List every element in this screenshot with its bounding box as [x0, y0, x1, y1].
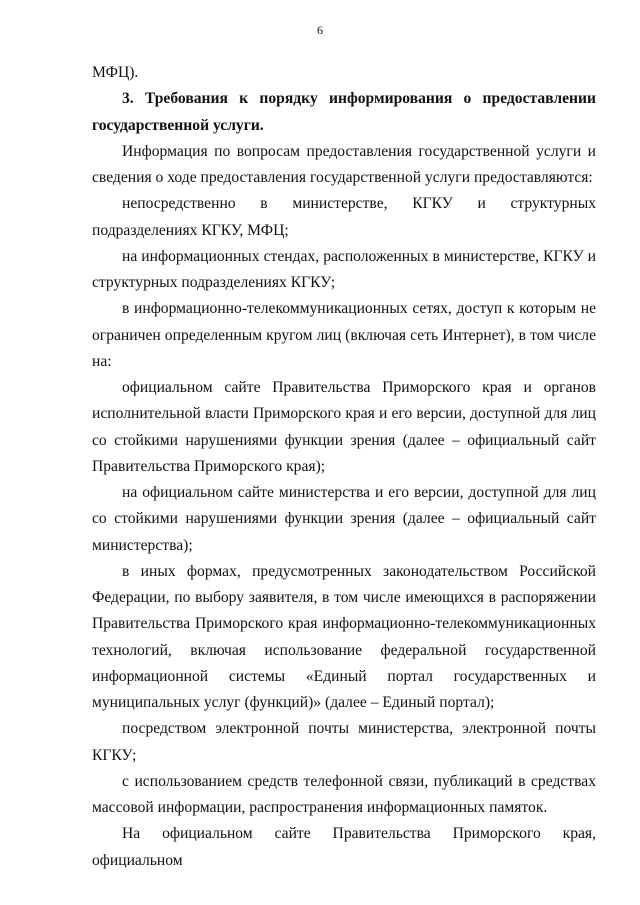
- paragraph: на информационных стендах, расположенных в министерстве, КГКУ и структурных подразделениях КГКУ;: [92, 247, 596, 291]
- page-number: 6: [317, 23, 323, 37]
- paragraph-continuation: МФЦ).: [92, 64, 139, 81]
- paragraph: на официальном сайте министерства и его версии, доступной для лиц со стойкими нарушениями функции зрения (далее – официальный сайт министерства);: [92, 484, 596, 554]
- paragraph-truncated: На официальном сайте Правительства Приморского края, официальном: [92, 825, 596, 869]
- paragraph: Информация по вопросам предоставления государственной услуги и сведения о ходе предоставления государственной услуги предоставляются:: [92, 142, 596, 186]
- paragraph: в иных формах, предусмотренных законодательством Российской Федерации, по выбору заявителя, в том числе имеющихся в распоряжении Правительства Приморского края информационно-телекоммуникационных технологий, включая использование федеральной государственной информационной системы «Единый портал государственных и муниципальных услуг (функций)» (далее – Единый портал);: [92, 562, 596, 711]
- document-body: [92, 60, 596, 874]
- paragraph: непосредственно в министерстве, КГКУ и структурных подразделениях КГКУ, МФЦ;: [92, 195, 596, 239]
- paragraph: в информационно-телекоммуникационных сетях, доступ к которым не ограничен определенным кругом лиц (включая сеть Интернет), в том числе на:: [92, 300, 596, 370]
- paragraph: с использованием средств телефонной связи, публикаций в средствах массовой информации, распространения информационных памяток.: [92, 772, 596, 816]
- section-heading: 3. Требования к порядку информирования о предоставлении государственной услуги.: [92, 90, 596, 134]
- paragraph: посредством электронной почты министерства, электронной почты КГКУ;: [92, 720, 596, 764]
- paragraph: официальном сайте Правительства Приморского края и органов исполнительной власти Приморского края и его версии, доступной для лиц со стойкими нарушениями функции зрения (далее – официальный сайт Правительства Приморского края);: [92, 379, 596, 475]
